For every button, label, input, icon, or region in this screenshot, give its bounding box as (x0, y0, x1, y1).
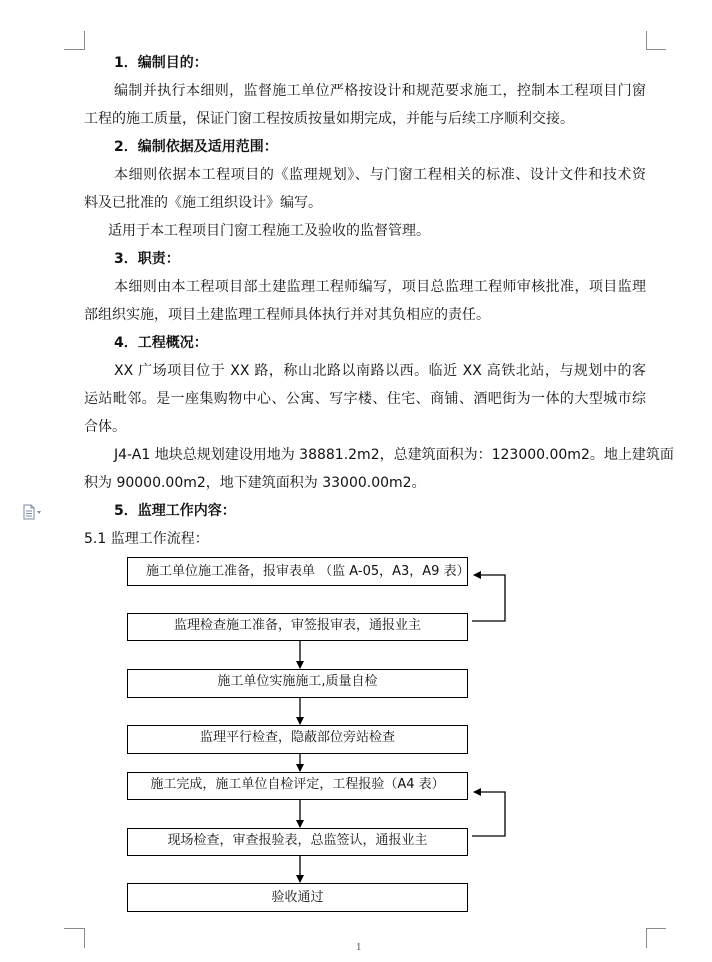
paragraph: 合体。 (84, 419, 126, 435)
section-2-title: 2．编制依据及适用范围： (114, 139, 278, 155)
section-4-title: 4．工程概况： (114, 335, 208, 351)
paragraph: 适用于本工程项目门窗工程施工及验收的监督管理。 (108, 223, 430, 239)
flow-step-6: 现场检查，审查报验表，总监签认，通报业主 (127, 828, 468, 856)
paragraph: 本细则依据本工程项目的《监理规划》、与门窗工程相关的标准、设计文件和技术资 (114, 167, 646, 183)
paragraph: 编制并执行本细则，监督施工单位严格按设计和规范要求施工，控制本工程项目门窗 (114, 83, 646, 99)
page-number: 1 (356, 943, 362, 953)
section-5-title: 5．监理工作内容： (114, 503, 236, 519)
flow-step-7: 验收通过 (127, 883, 468, 912)
flow-step-3: 施工单位实施施工,质量自检 (127, 669, 468, 698)
flow-step-4: 监理平行检查，隐蔽部位旁站检查 (127, 725, 468, 754)
paragraph: 运站毗邻。是一座集购物中心、公寓、写字楼、住宅、商铺、酒吧街为一体的大型城市综 (84, 391, 646, 407)
paragraph: 料及已批准的《施工组织设计》编写。 (84, 195, 322, 211)
paragraph: XX 广场项目位于 XX 路，称山北路以南路以西。临近 XX 高铁北站，与规划中的客 (114, 363, 646, 379)
section-1-title: 1．编制目的： (114, 55, 208, 71)
paragraph: 部组织实施，项目土建监理工程师具体执行并对其负相应的责任。 (84, 307, 490, 323)
paragraph: 工程的施工质量，保证门窗工程按质按量如期完成，并能与后续工序顺利交接。 (84, 111, 574, 127)
flow-step-2: 监理检查施工准备，审签报审表，通报业主 (127, 613, 468, 641)
feedback-arrow (472, 575, 505, 621)
flow-step-5: 施工完成，施工单位自检评定，工程报验（A4 表） (127, 772, 468, 800)
subsection-5-1-title: 5.1 监理工作流程： (84, 531, 209, 547)
section-3-title: 3．职责： (114, 251, 180, 267)
paragraph: 本细则由本工程项目部土建监理工程师编写，项目总监理工程师审核批准，项目监理 (114, 279, 646, 295)
flow-step-1: 施工单位施工准备，报审表单 （监 A-05，A3，A9 表） (127, 557, 468, 586)
paragraph: J4-A1 地块总规划建设用地为 38881.2m2，总建筑面积为：123000.00m2。地上建筑面 (114, 447, 674, 463)
paragraph: 积为 90000.00m2，地下建筑面积为 33000.00m2。 (84, 475, 426, 491)
feedback-arrow (472, 792, 505, 836)
